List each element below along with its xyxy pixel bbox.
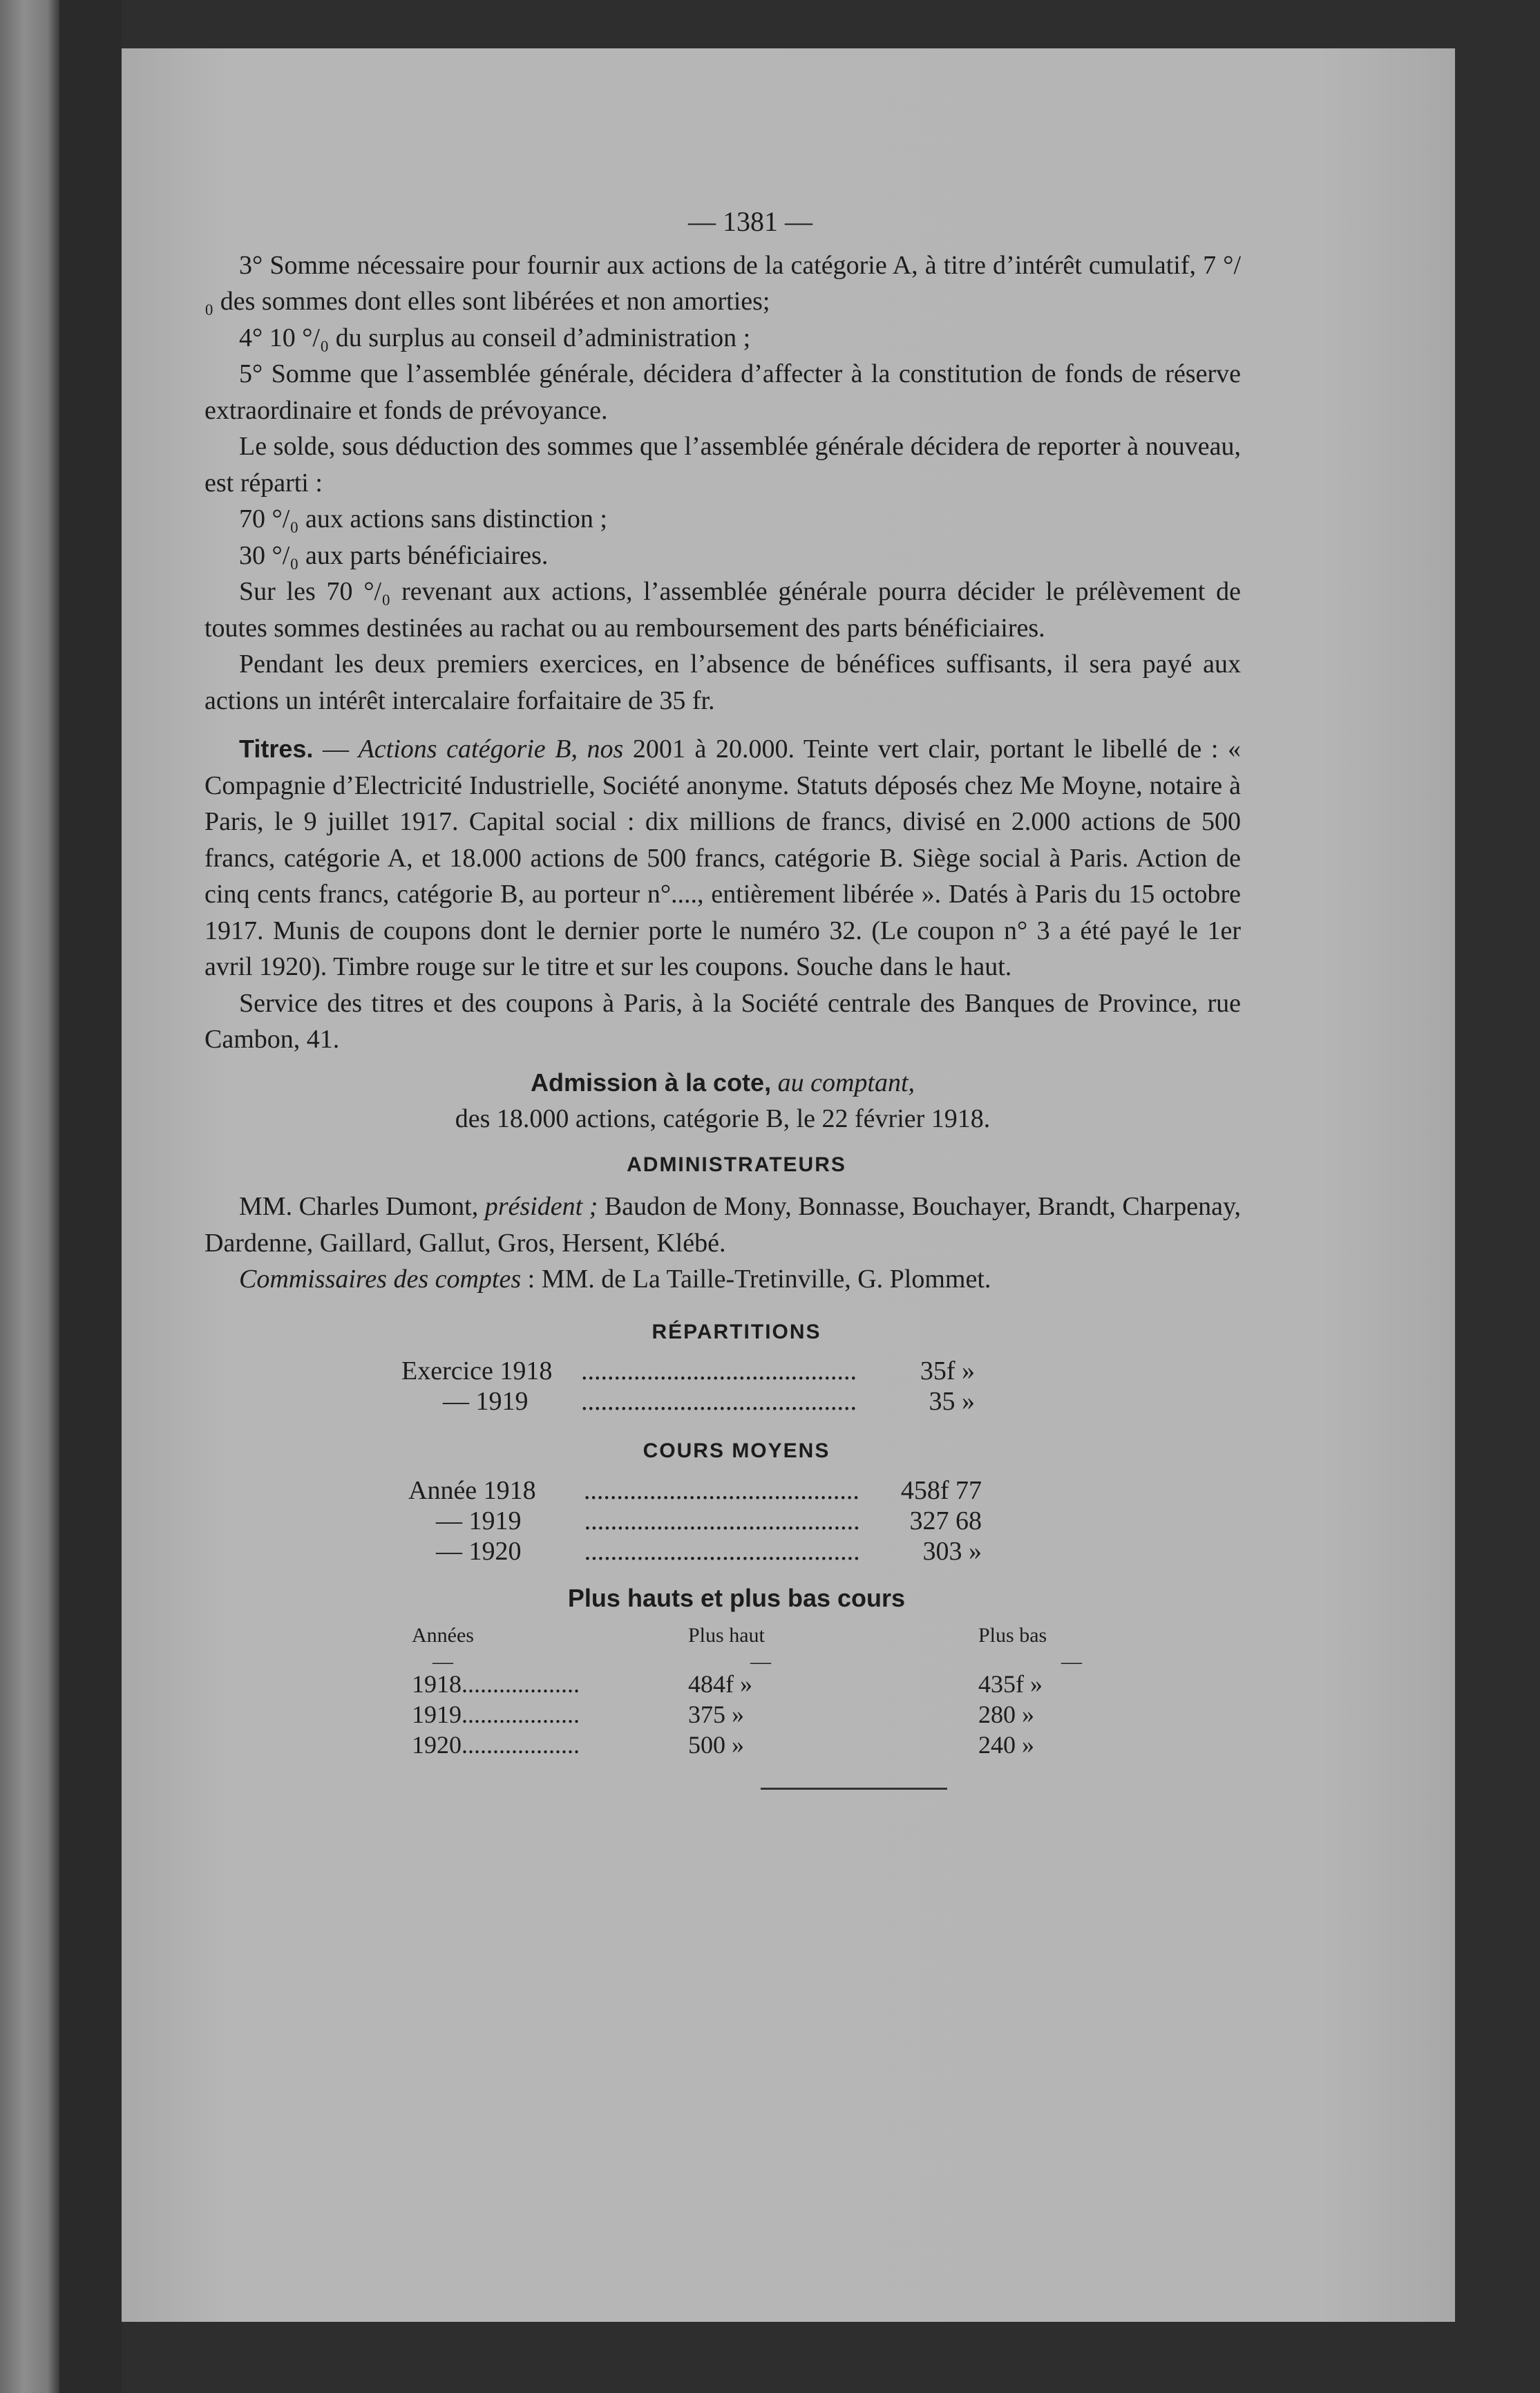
commissaires-names: : MM. de La Taille-Tretinville, G. Plommet.	[521, 1265, 991, 1294]
plus-hauts-heading: Plus hauts et plus bas cours	[567, 1583, 906, 1612]
admission-bold: Admission à la cote,	[530, 1068, 772, 1097]
repartitions-row: Exercice 1918 .......................................... 35f »	[401, 1356, 975, 1385]
titres-dash: —	[313, 735, 359, 764]
plus-haut-value: 484f »	[688, 1670, 752, 1698]
col-annees: Années	[412, 1624, 474, 1647]
col-plus-bas: Plus bas	[978, 1624, 1047, 1647]
plus-hauts-row: 1920................... 500 » 240 »	[412, 1730, 1241, 1760]
paragraph-titres	[205, 731, 1241, 985]
closing-rule	[761, 1788, 947, 1790]
plus-haut-value: 375 »	[688, 1701, 744, 1728]
paragraph-prelevement: Sur les 70 °/₀ revenant aux actions, l’assemblée générale pourra décider le prélèvement de toutes sommes destinées au rachat ou au remboursement des parts bénéficiaires.	[205, 577, 1241, 643]
paragraph-service: Service des titres et des coupons à Paris, à la Société centrale des Banques de Province, rue Cambon, 41.	[205, 988, 1241, 1054]
cours-label: Année 1918	[408, 1475, 536, 1505]
page-content	[205, 204, 1241, 1790]
cours-label: — 1920	[436, 1536, 522, 1566]
repartitions-value: 35f »	[920, 1356, 975, 1385]
commissaires-label: Commissaires des comptes	[239, 1265, 522, 1294]
paragraph-solde: Le solde, sous déduction des sommes que l’assemblée générale décidera de reporter à nouveau, est réparti :	[205, 432, 1241, 498]
plus-hauts-row: 1919................... 375 » 280 »	[412, 1699, 1241, 1730]
paragraph-fifth-item: 5° Somme que l’assemblée générale, décidera d’affecter à la constitution de fonds de réserve extraordinaire et fonds de prévoyance.	[205, 359, 1241, 425]
plus-hauts-header	[412, 1622, 1241, 1649]
plus-bas-value: 280 »	[978, 1701, 1034, 1728]
commissaires-line	[205, 1261, 1241, 1298]
cours-row: — 1920 .......................................... 303 »	[408, 1536, 982, 1567]
cours-value: 303 »	[922, 1536, 982, 1566]
admin-mm: MM. Charles Dumont,	[239, 1192, 479, 1221]
page-sheet	[122, 48, 1455, 2322]
cours-value: 327 68	[909, 1506, 982, 1535]
cours-value: 458f 77	[900, 1475, 982, 1505]
titres-italic: Actions catégorie B, nos	[358, 735, 624, 764]
admin-president: président ;	[478, 1192, 598, 1221]
paragraph-third-item: 3° Somme nécessaire pour fournir aux actions de la catégorie A, à titre d’intérêt cumulatif, 7 °/₀ des sommes dont elles sont libérées et non amorties;	[205, 250, 1241, 316]
repartitions-label: — 1919	[443, 1387, 529, 1416]
year: 1919	[412, 1701, 462, 1728]
admission-italic: au comptant,	[771, 1068, 915, 1097]
repartitions-label: Exercice 1918	[401, 1356, 553, 1385]
admin-names: Baudon de Mony, Bonnasse, Bouchayer, Brandt, Charpenay, Dardenne, Gaillard, Gallut, Gros, Hersent, Klébé.	[205, 1192, 1242, 1258]
paragraph-thirty-percent: 30 °/₀ aux parts bénéficiaires.	[239, 540, 549, 570]
paragraph-fourth-item: 4° 10 °/₀ du surplus au conseil d’administration ;	[239, 323, 751, 352]
titres-text: 2001 à 20.000. Teinte vert clair, portant le libellé de : « Compagnie d’Electricité Industrielle, Société anonyme. Statuts déposés chez Me Moyne, notaire à Paris, le 9 juillet 1917. Capital social : dix millions de francs, divisé en 2.000 actions de 500 francs, catégorie A, et 18.000 actions de 500 francs, catégorie B. Siège social à Paris. Action de cinq cents francs, catégorie B, au porteur n°...., entièrement libérée ». Datés à Paris du 15 octobre 1917. Munis de coupons dont le dernier porte le numéro 32. (Le coupon n° 3 a été payé le 1er avril 1920). Timbre rouge sur le titre et sur les coupons. Souche dans le haut.	[205, 735, 1242, 981]
plus-hauts-table: Années Plus haut Plus bas — — — 1918................... 484f » 435f » 1919................... 375 » 280 » 1920................... 500 » 240 »	[412, 1622, 1241, 1760]
plus-haut-value: 500 »	[688, 1731, 744, 1759]
administrateurs-list	[205, 1189, 1241, 1261]
paragraph-interet-intercalaire: Pendant les deux premiers exercices, en l’absence de bénéfices suffisants, il sera payé aux actions un intérêt intercalaire forfaitaire de 35 fr.	[205, 650, 1241, 715]
col-plus-haut: Plus haut	[688, 1624, 765, 1647]
repartitions-heading: RÉPARTITIONS	[652, 1320, 821, 1343]
titres-label: Titres.	[239, 735, 314, 763]
repartitions-table	[401, 1356, 975, 1417]
cours-moyens-table	[408, 1475, 982, 1567]
cours-moyens-heading: COURS MOYENS	[643, 1439, 830, 1462]
cours-row: Année 1918 .......................................... 458f 77	[408, 1475, 982, 1505]
cours-row: — 1919 .......................................... 327 68	[408, 1506, 982, 1536]
year: 1918	[412, 1670, 462, 1698]
plus-bas-value: 240 »	[978, 1731, 1034, 1759]
cours-label: — 1919	[436, 1506, 522, 1535]
admission-line2: des 18.000 actions, catégorie B, le 22 février 1918.	[455, 1104, 991, 1133]
year: 1920	[412, 1731, 462, 1759]
page-number: — 1381 —	[688, 206, 812, 237]
book-gutter	[59, 0, 122, 2393]
repartitions-row: — 1919 .......................................... 35 »	[401, 1386, 975, 1417]
facing-page-edge	[0, 0, 59, 2393]
paragraph-seventy-percent: 70 °/₀ aux actions sans distinction ;	[239, 504, 607, 533]
administrateurs-heading: ADMINISTRATEURS	[627, 1153, 846, 1176]
admission-line1	[205, 1065, 1241, 1101]
plus-bas-value: 435f »	[978, 1670, 1043, 1698]
repartitions-value: 35 »	[929, 1387, 975, 1416]
plus-hauts-row: 1918................... 484f » 435f »	[412, 1669, 1241, 1699]
